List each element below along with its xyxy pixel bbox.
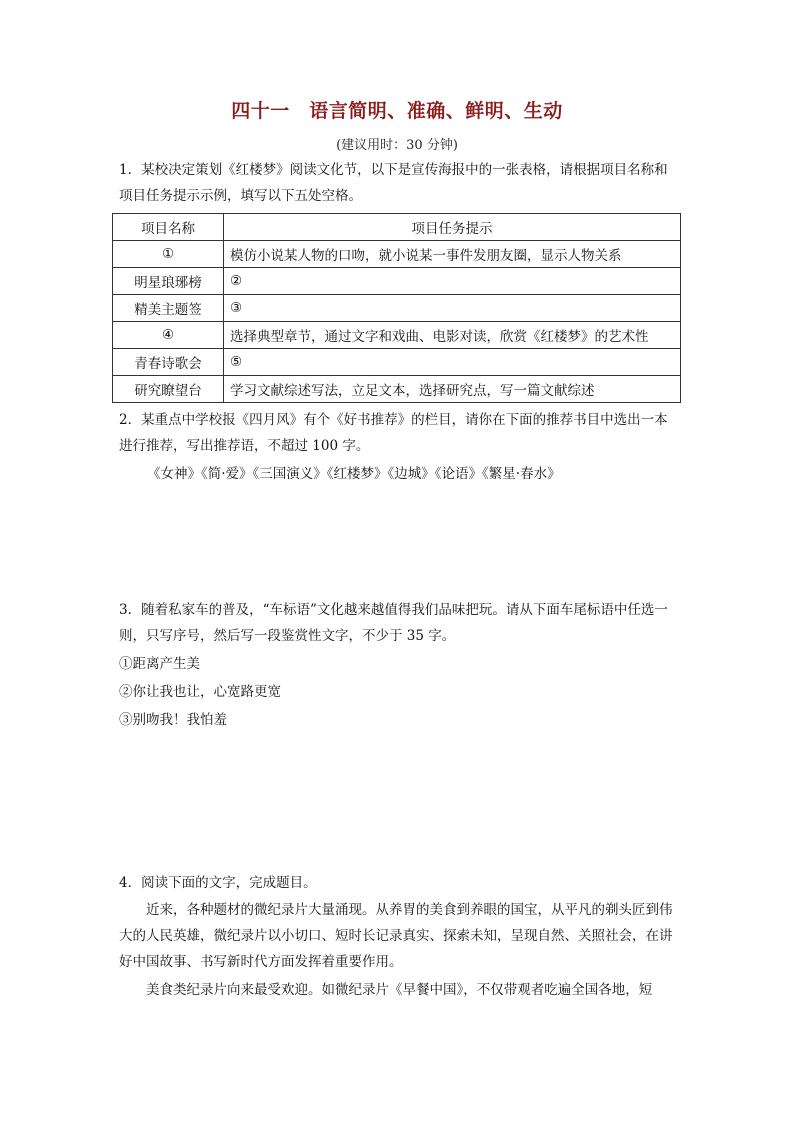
row-name: ① bbox=[113, 241, 224, 268]
row-name: ④ bbox=[113, 322, 224, 349]
option-2: ②你让我也让，心宽路更宽 bbox=[119, 684, 281, 700]
page-title: 四十一 语言简明、准确、鲜明、生动 bbox=[231, 100, 563, 122]
row-task: 选择典型章节，通过文字和戏曲、电影对读，欣赏《红楼梦》的艺术性 bbox=[224, 322, 681, 349]
question-4-text: 4．阅读下面的文字，完成题目。 bbox=[119, 875, 317, 891]
row-task: ⑤ bbox=[224, 349, 681, 376]
passage-paragraph-1: 近来，各种题材的微纪录片大量涌现。从养胃的美食到养眼的国宝，从平凡的剃头匠到伟大的人民英雄，微纪录片以小切口、短时长记录真实、探索未知，呈现自然、关照社会，在讲好中国故事、书写新时代方面发挥着重要作用。 bbox=[119, 902, 673, 970]
option-3: ③别吻我！我怕羞 bbox=[119, 712, 227, 728]
header-project-name: 项目名称 bbox=[113, 214, 224, 241]
table-row bbox=[113, 295, 681, 322]
question-3-text: 3．随着私家车的普及，“车标语”文化越来越值得我们品味把玩。请从下面车尾标语中任选一则，只写序号，然后写一段鉴赏性文字，不少于 35 字。 bbox=[119, 602, 668, 644]
project-table bbox=[112, 213, 681, 403]
table-row bbox=[113, 322, 681, 349]
header-task-hint: 项目任务提示 bbox=[224, 214, 681, 241]
passage-paragraph-2: 美食类纪录片向来最受欢迎。如微纪录片《早餐中国》，不仅带观者吃遍全国各地，短 bbox=[146, 982, 653, 998]
question-1-text: 1．某校决定策划《红楼梦》阅读文化节，以下是宣传海报中的一张表格，请根据项目名称和项目任务提示示例，填写以下五处空格。 bbox=[119, 162, 668, 204]
row-name: 研究瞭望台 bbox=[113, 376, 224, 403]
table-row bbox=[113, 376, 681, 403]
row-task: 学习文献综述写法，立足文本，选择研究点，写一篇文献综述 bbox=[224, 376, 681, 403]
table-header-row bbox=[113, 214, 681, 241]
row-name: 青春诗歌会 bbox=[113, 349, 224, 376]
row-task: 模仿小说某人物的口吻，就小说某一事件发朋友圈，显示人物关系 bbox=[224, 241, 681, 268]
table-row bbox=[113, 268, 681, 295]
row-task: ② bbox=[224, 268, 681, 295]
option-1: ①距离产生美 bbox=[119, 656, 200, 672]
row-name: 精美主题签 bbox=[113, 295, 224, 322]
table-row bbox=[113, 349, 681, 376]
book-list: 《女神》《简·爱》《三国演义》《红楼梦》《边城》《论语》《繁星·春水》 bbox=[147, 466, 561, 482]
question-2-text: 2．某重点中学校报《四月风》有个《好书推荐》的栏目，请你在下面的推荐书目中选出一本进行推荐，写出推荐语，不超过 100 字。 bbox=[119, 412, 668, 454]
row-task: ③ bbox=[224, 295, 681, 322]
suggested-time: (建议用时：30 分钟) bbox=[336, 138, 458, 153]
row-name: 明星琅琊榜 bbox=[113, 268, 224, 295]
table-row bbox=[113, 241, 681, 268]
